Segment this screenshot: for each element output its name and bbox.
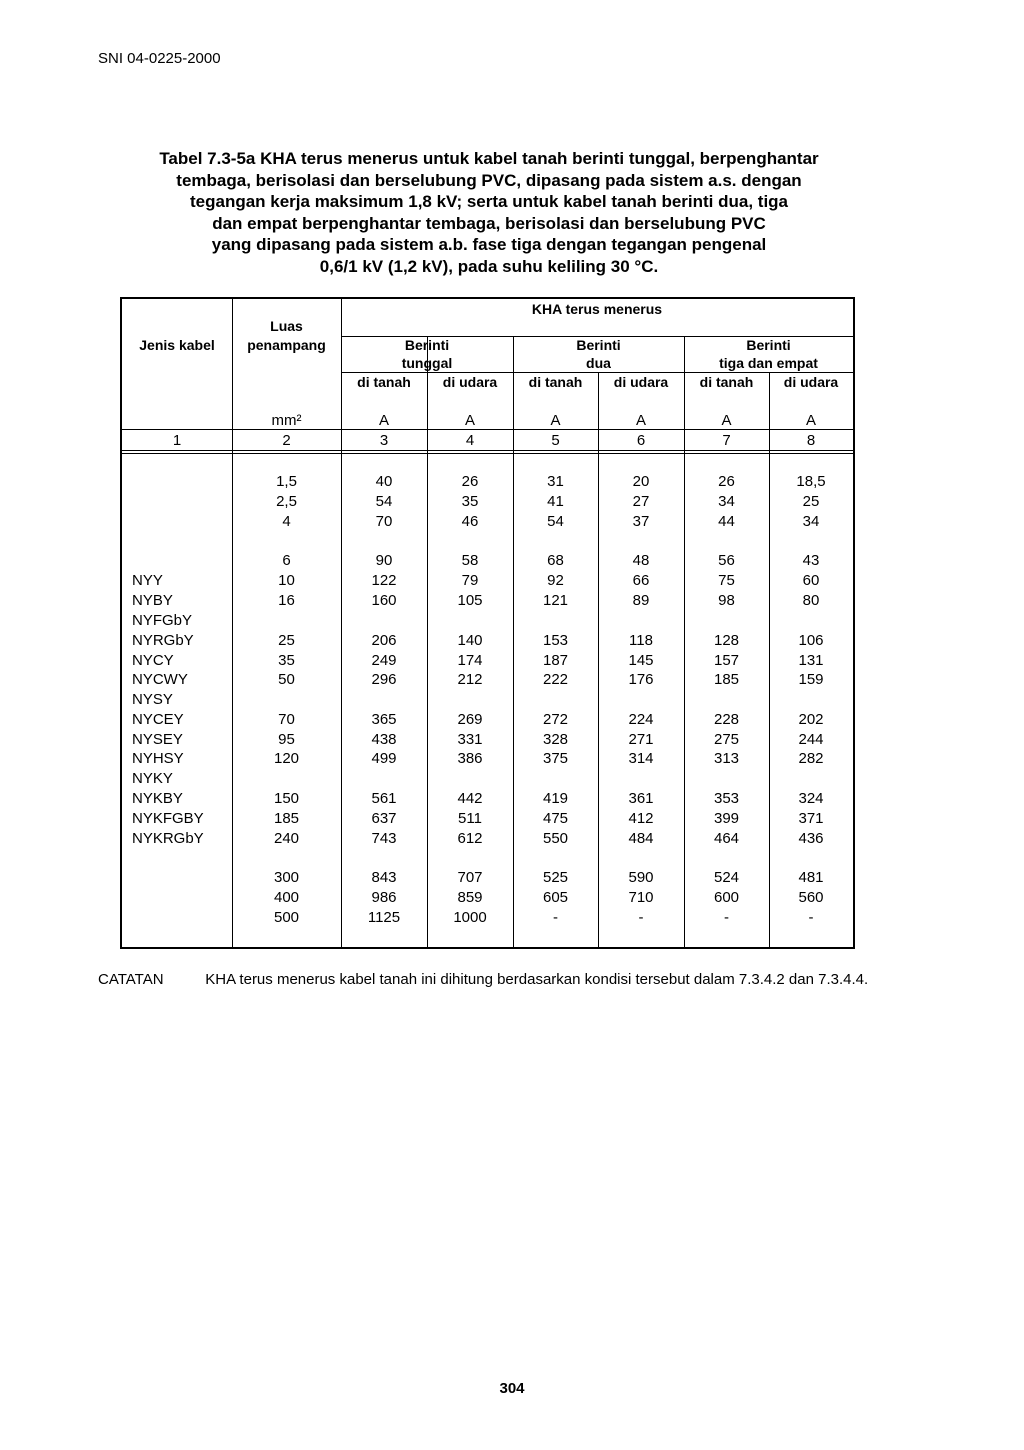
- kha-value: 90: [375, 552, 393, 569]
- cable-type: NYY: [132, 572, 163, 589]
- kha-value: 550: [542, 830, 569, 847]
- kha-value: 46: [461, 513, 479, 530]
- kha-value: 92: [547, 572, 564, 589]
- cross-section-value: 1,5: [276, 473, 297, 490]
- kha-value: 561: [371, 790, 397, 807]
- unit-cell: A: [635, 412, 646, 429]
- kha-value: 375: [542, 750, 569, 767]
- column-number: 1: [172, 432, 182, 449]
- kha-value: 361: [628, 790, 654, 807]
- kha-value: 499: [371, 750, 397, 767]
- kha-value: 31: [547, 473, 564, 490]
- cross-section-value: 50: [278, 671, 295, 688]
- header-sub: di udara: [442, 374, 498, 390]
- kha-value: 324: [798, 790, 824, 807]
- kha-value: 20: [632, 473, 650, 490]
- kha-value: 331: [457, 731, 483, 748]
- kha-value: 419: [542, 790, 569, 807]
- page-number: 304: [499, 1380, 525, 1397]
- cross-section-value: 240: [273, 830, 300, 847]
- kha-value: 98: [718, 592, 735, 609]
- kha-value: 79: [461, 572, 479, 589]
- kha-value: -: [808, 909, 814, 926]
- unit-cell: mm²: [271, 412, 302, 429]
- cable-type: NYCWY: [132, 671, 188, 688]
- cross-section-value: 185: [273, 810, 300, 827]
- kha-value: 25: [802, 493, 820, 510]
- title-line: dan empat berpenghantar tembaga, berisolasi dan berselubung PVC: [212, 213, 766, 233]
- kha-value: 481: [798, 869, 824, 886]
- kha-value: 365: [371, 711, 397, 728]
- kha-value: 35: [461, 493, 479, 510]
- kha-value: 282: [798, 750, 824, 767]
- kha-value: 560: [798, 889, 824, 906]
- kha-value: 272: [542, 711, 569, 728]
- kha-table: [120, 297, 855, 949]
- unit-cell: A: [464, 412, 475, 429]
- kha-value: 436: [798, 830, 824, 847]
- grid-line: [122, 450, 853, 451]
- header-sub: di udara: [783, 374, 839, 390]
- kha-value: 271: [628, 731, 654, 748]
- kha-value: 222: [542, 671, 569, 688]
- kha-value: 269: [457, 711, 483, 728]
- cross-section-value: 6: [282, 552, 291, 569]
- kha-value: 70: [375, 513, 393, 530]
- kha-value: 34: [802, 513, 820, 530]
- kha-value: 48: [632, 552, 650, 569]
- cable-type: NYFGbY: [132, 612, 193, 629]
- kha-value: 75: [718, 572, 735, 589]
- kha-value: 118: [629, 632, 653, 649]
- kha-value: 40: [375, 473, 393, 490]
- kha-value: 128: [713, 632, 740, 649]
- kha-value: 249: [371, 652, 397, 669]
- kha-value: 202: [798, 711, 824, 728]
- kha-value: 743: [371, 830, 397, 847]
- kha-value: 212: [457, 671, 483, 688]
- header-kha: KHA terus menerus: [531, 301, 663, 317]
- kha-value: 58: [461, 552, 479, 569]
- grid-line: [232, 299, 233, 947]
- column-number: 5: [551, 432, 560, 449]
- kha-value: 710: [628, 889, 654, 906]
- kha-value: 600: [713, 889, 740, 906]
- kha-value: 131: [798, 652, 824, 669]
- kha-value: 27: [632, 493, 650, 510]
- grid-line: [341, 299, 342, 947]
- note: [98, 970, 878, 990]
- unit-cell: A: [378, 412, 389, 429]
- kha-value: 176: [628, 671, 654, 688]
- header-sub: di tanah: [528, 374, 583, 390]
- kha-value: 412: [628, 810, 654, 827]
- kha-value: 66: [632, 572, 650, 589]
- column-number: 7: [722, 432, 731, 449]
- kha-value: 859: [457, 889, 483, 906]
- kha-value: 484: [628, 830, 654, 847]
- kha-value: 80: [802, 592, 820, 609]
- kha-value: 524: [713, 869, 740, 886]
- cross-section-value: 95: [278, 731, 295, 748]
- kha-value: 843: [371, 869, 397, 886]
- kha-value: 206: [371, 632, 397, 649]
- kha-value: -: [553, 909, 558, 926]
- kha-value: 34: [718, 493, 735, 510]
- cross-section-value: 400: [273, 889, 300, 906]
- unit-cell: A: [721, 412, 732, 429]
- kha-value: 159: [798, 671, 824, 688]
- kha-value: 26: [718, 473, 735, 490]
- header-sub: di tanah: [357, 374, 411, 390]
- kha-value: 464: [713, 830, 740, 847]
- kha-value: 160: [371, 592, 397, 609]
- kha-value: 187: [542, 652, 569, 669]
- header-jenis-kabel: Jenis kabel: [139, 337, 215, 353]
- document-code: SNI 04-0225-2000: [98, 50, 221, 67]
- cross-section-value: 4: [282, 513, 291, 530]
- title-line: tegangan kerja maksimum 1,8 kV; serta untuk kabel tanah berinti dua, tiga: [189, 192, 789, 212]
- kha-value: 314: [628, 750, 654, 767]
- kha-value: 386: [457, 750, 483, 767]
- kha-value: 54: [375, 493, 393, 510]
- kha-value: 185: [713, 671, 740, 688]
- kha-value: 590: [628, 869, 654, 886]
- kha-value: 511: [458, 810, 482, 827]
- kha-value: -: [724, 909, 729, 926]
- kha-value: 122: [371, 572, 397, 589]
- kha-value: 612: [457, 830, 483, 847]
- cross-section-value: 2,5: [276, 493, 297, 510]
- note-label: CATATAN: [98, 971, 164, 988]
- header-group-tunggal-sub: tunggal: [401, 355, 453, 371]
- kha-value: 707: [457, 869, 483, 886]
- cross-section-value: 70: [278, 711, 295, 728]
- cross-section-value: 500: [273, 909, 300, 926]
- cable-type: NYCEY: [132, 711, 184, 728]
- header-group-dua-sub: dua: [586, 355, 611, 371]
- kha-value: 60: [802, 572, 820, 589]
- column-number: 3: [379, 432, 389, 449]
- header-group-tiga: Berinti: [746, 337, 791, 353]
- grid-line: [341, 372, 853, 373]
- kha-value: 228: [713, 711, 740, 728]
- kha-value: 37: [632, 513, 650, 530]
- header-sub: di tanah: [699, 374, 754, 390]
- cable-type: NYKBY: [132, 790, 183, 807]
- kha-value: 313: [713, 750, 740, 767]
- kha-value: 275: [713, 731, 740, 748]
- header-group-tiga-sub: tiga dan empat: [719, 355, 818, 371]
- note-text: KHA terus menerus kabel tanah ini dihitung berdasarkan kondisi tersebut dalam 7.3.4.2 dan 7.3.4.4.: [205, 971, 869, 988]
- kha-value: 525: [542, 869, 569, 886]
- kha-value: -: [638, 909, 644, 926]
- kha-value: 371: [798, 810, 824, 827]
- column-number: 8: [806, 432, 816, 449]
- kha-value: 153: [542, 632, 569, 649]
- kha-value: 296: [371, 671, 397, 688]
- kha-value: 26: [461, 473, 479, 490]
- kha-value: 68: [547, 552, 564, 569]
- cross-section-value: 300: [273, 869, 300, 886]
- cable-type: NYHSY: [132, 750, 184, 767]
- kha-value: 41: [547, 493, 564, 510]
- grid-line: [122, 429, 853, 430]
- cable-type: NYKFGBY: [132, 810, 204, 827]
- column-number: 2: [282, 432, 291, 449]
- kha-value: 44: [718, 513, 735, 530]
- kha-value: 438: [371, 731, 397, 748]
- cable-type: NYSEY: [132, 731, 183, 748]
- cross-section-value: 35: [278, 652, 295, 669]
- cross-section-value: 16: [278, 592, 295, 609]
- kha-value: 18,5: [796, 473, 826, 490]
- column-number: 4: [465, 432, 475, 449]
- title-line: yang dipasang pada sistem a.b. fase tiga dengan tegangan pengenal: [211, 235, 767, 255]
- table-title: [100, 148, 878, 278]
- kha-value: 140: [457, 632, 483, 649]
- kha-value: 89: [632, 592, 650, 609]
- kha-value: 157: [713, 652, 740, 669]
- kha-value: 174: [457, 652, 483, 669]
- kha-value: 1125: [367, 909, 401, 926]
- kha-value: 105: [457, 592, 483, 609]
- cross-section-value: 150: [273, 790, 300, 807]
- cross-section-value: 10: [278, 572, 295, 589]
- cable-type: NYBY: [132, 592, 173, 609]
- cross-section-value: 120: [273, 750, 300, 767]
- kha-value: 244: [798, 731, 824, 748]
- cable-type: NYRGbY: [132, 632, 194, 649]
- kha-value: 399: [713, 810, 740, 827]
- kha-value: 353: [713, 790, 740, 807]
- header-penampang: penampang: [247, 337, 326, 353]
- kha-value: 1000: [453, 909, 487, 926]
- kha-value: 224: [628, 711, 654, 728]
- cross-section-value: 25: [278, 632, 295, 649]
- grid-line: [122, 453, 853, 454]
- column-number: 6: [636, 432, 646, 449]
- title-line: Tabel 7.3-5a KHA terus menerus untuk kabel tanah berinti tunggal, berpenghantar: [159, 149, 819, 168]
- cable-type: NYSY: [132, 691, 173, 708]
- kha-value: 43: [802, 552, 820, 569]
- kha-value: 637: [371, 810, 397, 827]
- unit-cell: A: [805, 412, 816, 429]
- kha-value: 54: [547, 513, 564, 530]
- kha-value: 56: [718, 552, 735, 569]
- title-line: 0,6/1 kV (1,2 kV), pada suhu keliling 30 °C.: [319, 256, 659, 276]
- kha-value: 605: [542, 889, 569, 906]
- cable-type: NYKY: [132, 770, 173, 787]
- cable-type: NYKRGbY: [132, 830, 204, 847]
- kha-value: 328: [542, 731, 569, 748]
- title-line: tembaga, berisolasi dan berselubung PVC, dipasang pada sistem a.s. dengan: [176, 170, 802, 190]
- unit-cell: A: [550, 412, 561, 429]
- header-group-tunggal: Berinti: [404, 337, 450, 353]
- header-luas: Luas: [270, 318, 303, 334]
- header-sub: di udara: [613, 374, 669, 390]
- cable-type: NYCY: [132, 652, 174, 669]
- kha-value: 121: [542, 592, 569, 609]
- kha-value: 106: [798, 632, 824, 649]
- kha-value: 145: [628, 652, 654, 669]
- header-group-dua: Berinti: [576, 337, 621, 353]
- kha-value: 442: [457, 790, 483, 807]
- kha-value: 986: [371, 889, 397, 906]
- kha-value: 475: [542, 810, 569, 827]
